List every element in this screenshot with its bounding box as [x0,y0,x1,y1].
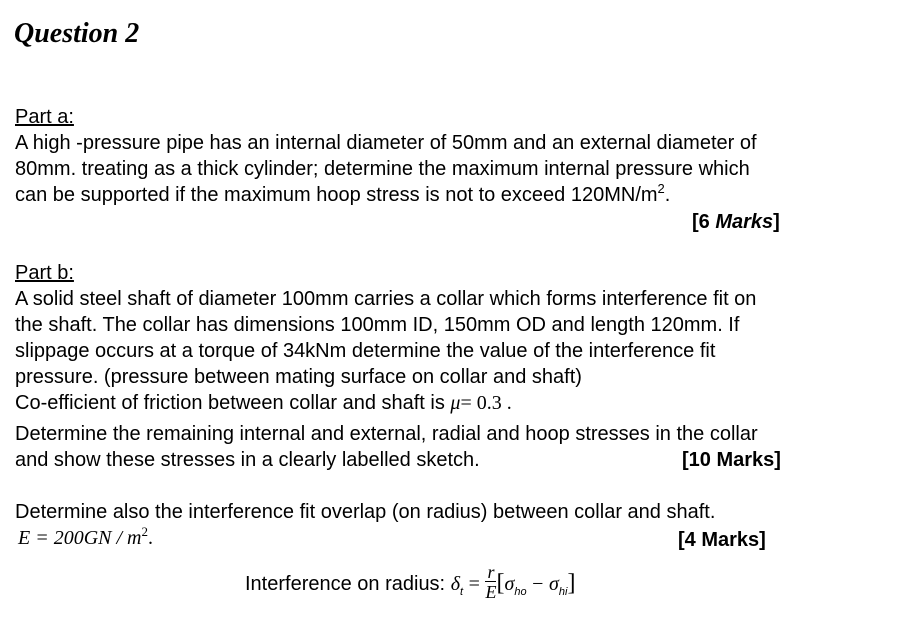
part-a-marks-close: ] [773,211,780,233]
part-b-determine-2: and show these stresses in a clearly labelled sketch. [15,449,480,471]
modulus-equation [18,524,153,550]
question-title: Question 2 [14,18,140,49]
part-b-line-5 [15,390,512,416]
bracket-close: ] [567,570,576,596]
part-a-line-3-text: can be supported if the maximum hoop stress is not to exceed 120MN/m [15,184,658,206]
modulus-tail: . [148,527,153,549]
sigma-hi: σ [549,573,559,595]
part-a-marks [692,211,780,234]
part-a-line-1: A high -pressure pipe has an internal diameter of 50mm and an external diameter of [15,132,757,154]
sigma-hi-subscript: hi [558,586,568,598]
interference-formula [245,560,575,607]
part-a-label: Part a: [15,106,74,128]
sigma-ho: σ [504,573,515,595]
part-b-line-4: pressure. (pressure between mating surface on collar and shaft) [15,366,582,388]
bracket-open: [ [496,570,505,596]
fraction-denominator: E [485,582,497,603]
formula-equals: = [468,573,480,595]
modulus-exponent: 2 [141,524,148,539]
part-a-marks-word: Marks [715,211,774,233]
part-b-line-1: A solid steel shaft of diameter 100mm carries a collar which forms interference fit on [15,288,757,310]
unit-exponent: 2 [657,181,665,196]
part-a-marks-open: [6 [692,211,716,233]
part-b-determine-1: Determine the remaining internal and external, radial and hoop stresses in the collar [15,423,758,445]
delta-subscript: t [459,586,464,598]
part-a-line-2: 80mm. treating as a thick cylinder; determine the maximum internal pressure which [15,158,750,180]
part-c-marks: [4 Marks] [678,529,766,551]
part-b-marks: [10 Marks] [682,449,781,471]
friction-value: = 0.3 . [460,392,512,414]
part-a-line-3 [15,182,670,208]
part-b-line-2: the shaft. The collar has dimensions 100mm ID, 150mm OD and length 120mm. If [15,314,740,336]
friction-text: Co-efficient of friction between collar and shaft is [15,392,445,414]
part-b-line-3: slippage occurs at a torque of 34kNm determine the value of the interference fit [15,340,716,362]
modulus-text: E = 200GN / m [18,527,142,549]
delta-symbol: δ [450,573,460,595]
part-b-label: Part b: [15,262,74,284]
part-a-line-3-tail: . [664,184,671,206]
sigma-ho-subscript: ho [514,586,527,598]
formula-minus: − [532,573,544,595]
formula-label: Interference on radius: [245,573,446,595]
r-over-e-fraction [485,563,496,602]
friction-symbol: μ [450,392,461,414]
part-c-line: Determine also the interference fit overlap (on radius) between collar and shaft. [15,501,716,523]
fraction-numerator: r [487,562,495,583]
